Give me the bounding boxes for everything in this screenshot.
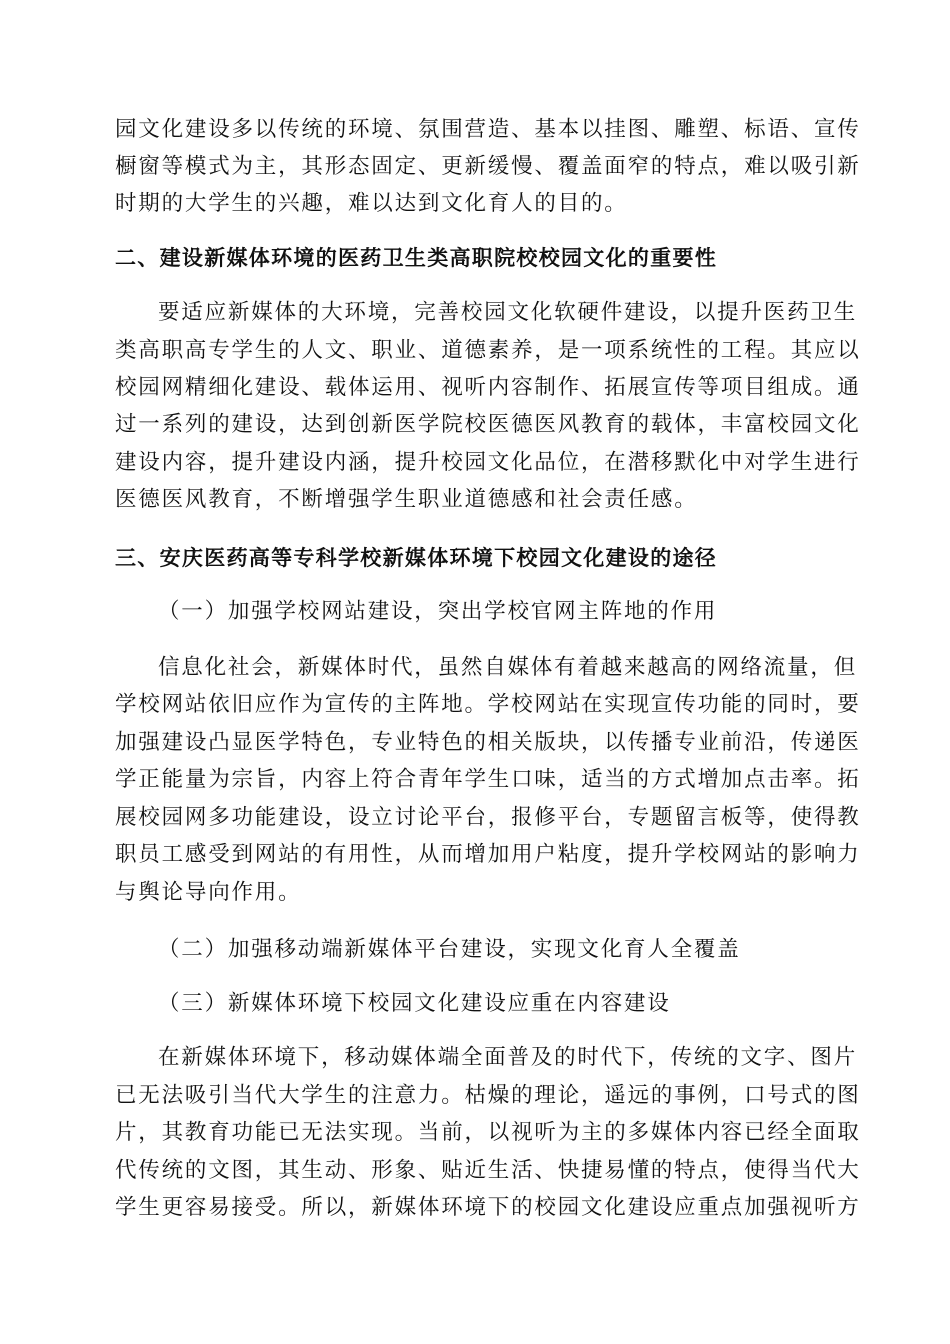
paragraph-line: 职员工感受到网站的有用性，从而增加用户粘度，提升学校网站的影响力 — [115, 842, 861, 867]
paragraph-line: 医德医风教育，不断增强学生职业道德感和社会责任感。 — [115, 487, 698, 512]
paragraph-line: 片，其教育功能已无法实现。当前，以视听为主的多媒体内容已经全面取 — [115, 1120, 861, 1145]
subsection-heading: （一）加强学校网站建设，突出学校官网主阵地的作用 — [158, 599, 718, 624]
paragraph-line: 展校园网多功能建设，设立讨论平台，报修平台，专题留言板等，使得教 — [115, 805, 861, 830]
paragraph-line: 校园网精细化建设、载体运用、视听内容制作、拓展宣传等项目组成。通 — [115, 375, 861, 400]
subsection-heading: （二）加强移动端新媒体平台建设，实现文化育人全覆盖 — [158, 937, 741, 962]
paragraph-line: 与舆论导向作用。 — [115, 880, 302, 905]
paragraph-line: 园文化建设多以传统的环境、氛围营造、基本以挂图、雕塑、标语、宣传 — [115, 117, 861, 142]
paragraph-line: 学正能量为宗旨，内容上符合青年学生口味，适当的方式增加点击率。拓 — [115, 767, 861, 792]
paragraph-line: 学校网站依旧应作为宣传的主阵地。学校网站在实现宣传功能的同时，要 — [115, 692, 861, 717]
section-heading: 二、建设新媒体环境的医药卫生类高职院校校园文化的重要性 — [115, 246, 718, 270]
paragraph-line: 类高职高专学生的人文、职业、道德素养，是一项系统性的工程。其应以 — [115, 338, 861, 363]
paragraph-line: 已无法吸引当代大学生的注意力。枯燥的理论，遥远的事例，口号式的图 — [115, 1083, 861, 1108]
section-heading: 三、安庆医药高等专科学校新媒体环境下校园文化建设的途径 — [115, 546, 718, 570]
paragraph-line: 建设内容，提升建设内涵，提升校园文化品位，在潜移默化中对学生进行 — [115, 450, 861, 475]
paragraph-line: 学生更容易接受。所以，新媒体环境下的校园文化建设应重点加强视听方 — [115, 1195, 861, 1220]
subsection-heading: （三）新媒体环境下校园文化建设应重在内容建设 — [158, 991, 671, 1016]
paragraph-line: 过一系列的建设，达到创新医学院校医德医风教育的载体，丰富校园文化 — [115, 412, 861, 437]
paragraph-line: 代传统的文图，其生动、形象、贴近生活、快捷易懂的特点，使得当代大 — [115, 1158, 861, 1183]
paragraph-line: 橱窗等模式为主，其形态固定、更新缓慢、覆盖面窄的特点，难以吸引新 — [115, 154, 861, 179]
paragraph-line: 时期的大学生的兴趣，难以达到文化育人的目的。 — [115, 191, 628, 216]
paragraph-line: 信息化社会，新媒体时代，虽然自媒体有着越来越高的网络流量，但 — [158, 655, 858, 680]
paragraph-line: 加强建设凸显医学特色，专业特色的相关版块，以传播专业前沿，传递医 — [115, 730, 861, 755]
paragraph-line: 在新媒体环境下，移动媒体端全面普及的时代下，传统的文字、图片 — [158, 1045, 858, 1070]
paragraph-line: 要适应新媒体的大环境，完善校园文化软硬件建设，以提升医药卫生 — [158, 300, 858, 325]
